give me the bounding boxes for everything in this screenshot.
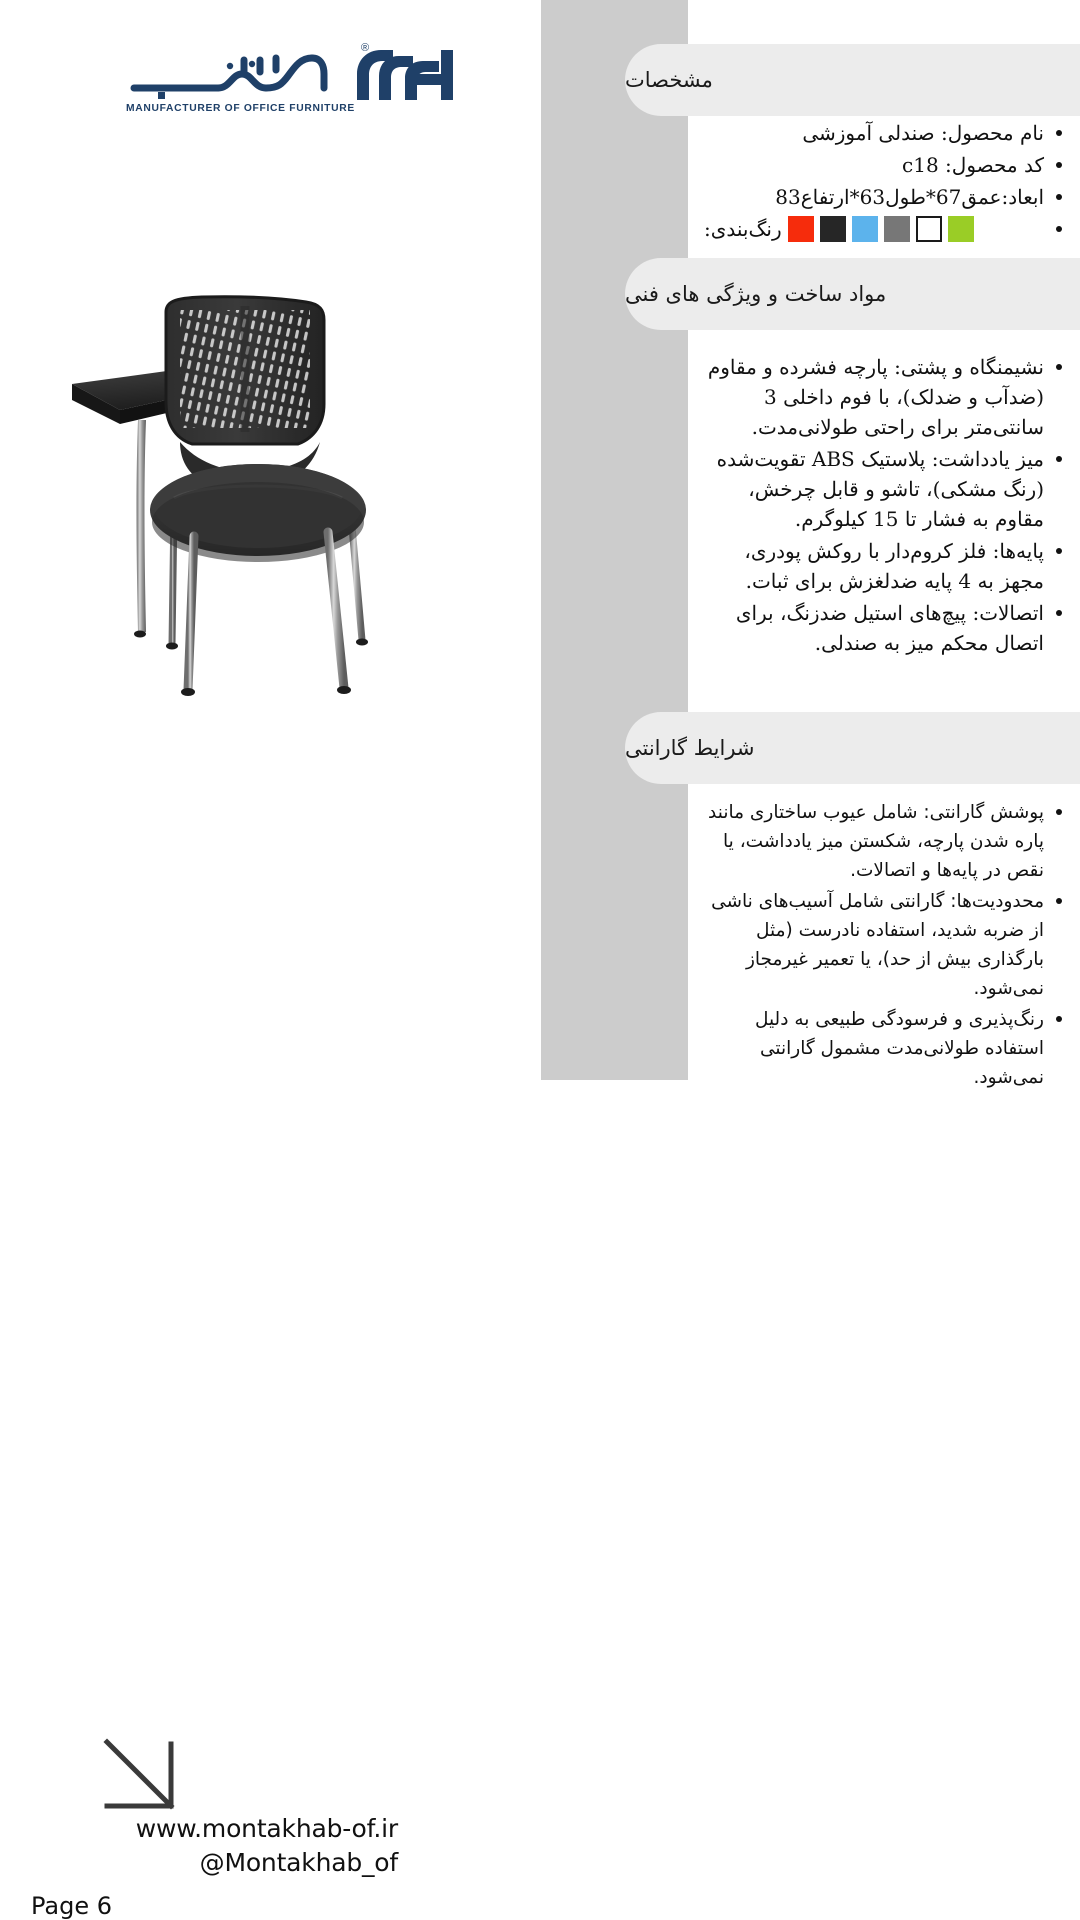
contact-lines [0, 1812, 398, 1880]
social-handle[interactable]: @Montakhab_of [199, 1848, 398, 1877]
training-chair-photo-icon [62, 292, 420, 732]
list-item: میز یادداشت: پلاستیک ABS تقویت‌شده (رنگ مشکی)، تاشو و قابل چرخش، مقاوم به فشار تا 15 کیلوگرم. [698, 444, 1066, 534]
warranty-bullet-list [698, 798, 1066, 1092]
swatch-black[interactable] [820, 216, 846, 242]
list-item-colors [698, 214, 1066, 244]
swatch-lime-green[interactable] [948, 216, 974, 242]
color-row-label: رنگ‌بندی: [704, 217, 782, 241]
list-item: کد محصول: c18 [698, 150, 1066, 180]
material-bullet-list [698, 352, 1066, 658]
list-item: رنگ‌پذیری و فرسودگی طبیعی به دلیل استفاده طولانی‌مدت مشمول گارانتی نمی‌شود. [698, 1005, 1066, 1092]
list-item: ابعاد:عمق67*طول63*ارتفاع83 [698, 182, 1066, 212]
section-header-specs [625, 44, 1080, 116]
section-header-material [625, 258, 1080, 330]
diagonal-arrow-down-right-icon [103, 1738, 177, 1812]
list-item: پوشش گارانتی: شامل عیوب ساختاری مانند پاره شدن پارچه، شکستن میز یادداشت، یا نقص در پایه‌ها و اتصالات. [698, 798, 1066, 885]
swatch-red[interactable] [788, 216, 814, 242]
logo-tagline: MANUFACTURER OF OFFICE FURNITURE [126, 102, 355, 114]
section-title-specs: مشخصات [625, 68, 713, 92]
swatch-gray[interactable] [884, 216, 910, 242]
section-title-material: مواد ساخت و ویژگی های فنی [625, 282, 887, 306]
section-body-specs [688, 118, 1080, 246]
list-item: اتصالات: پیچ‌های استیل ضدزنگ، برای اتصال محکم میز به صندلی. [698, 598, 1066, 658]
section-body-warranty [688, 798, 1080, 1094]
section-body-material [688, 352, 1080, 660]
website-url[interactable]: www.montakhab-of.ir [135, 1814, 398, 1843]
section-title-warranty: شرایط گارانتی [625, 736, 755, 760]
registered-trademark-icon: ® [361, 42, 370, 54]
list-item: پایه‌ها: فلز کروم‌دار با روکش پودری، مجهز به 4 پایه ضدلغزش برای ثبات. [698, 536, 1066, 596]
specs-bullet-list [698, 118, 1066, 244]
logo-arabic-script-icon [126, 44, 331, 102]
logo-m-monogram-icon [353, 44, 461, 104]
logo-monogram-icon [353, 44, 461, 104]
list-item: نشیمنگاه و پشتی: پارچه فشرده و مقاوم (ضدآب و ضدلک)، با فوم داخلی 3 سانتی‌متر برای راحتی طولانی‌مدت. [698, 352, 1066, 442]
swatch-white[interactable] [916, 216, 942, 242]
list-item: نام محصول: صندلی آموزشی [698, 118, 1066, 148]
footer [0, 862, 541, 1920]
list-item: محدودیت‌ها: گارانتی شامل آسیب‌های ناشی از ضربه شدید، استفاده نادرست (مثل بارگذاری بیش از حد)، یا تعمیر غیرمجاز نمی‌شود. [698, 887, 1066, 1003]
page-number: Page 6 [31, 1892, 112, 1920]
product-image [62, 292, 420, 732]
brand-logo [126, 44, 466, 130]
section-header-warranty [625, 712, 1080, 784]
logo-wordmark [126, 44, 355, 130]
decorative-gray-band [541, 0, 688, 1080]
color-swatch-row [698, 214, 1044, 244]
swatch-light-blue[interactable] [852, 216, 878, 242]
